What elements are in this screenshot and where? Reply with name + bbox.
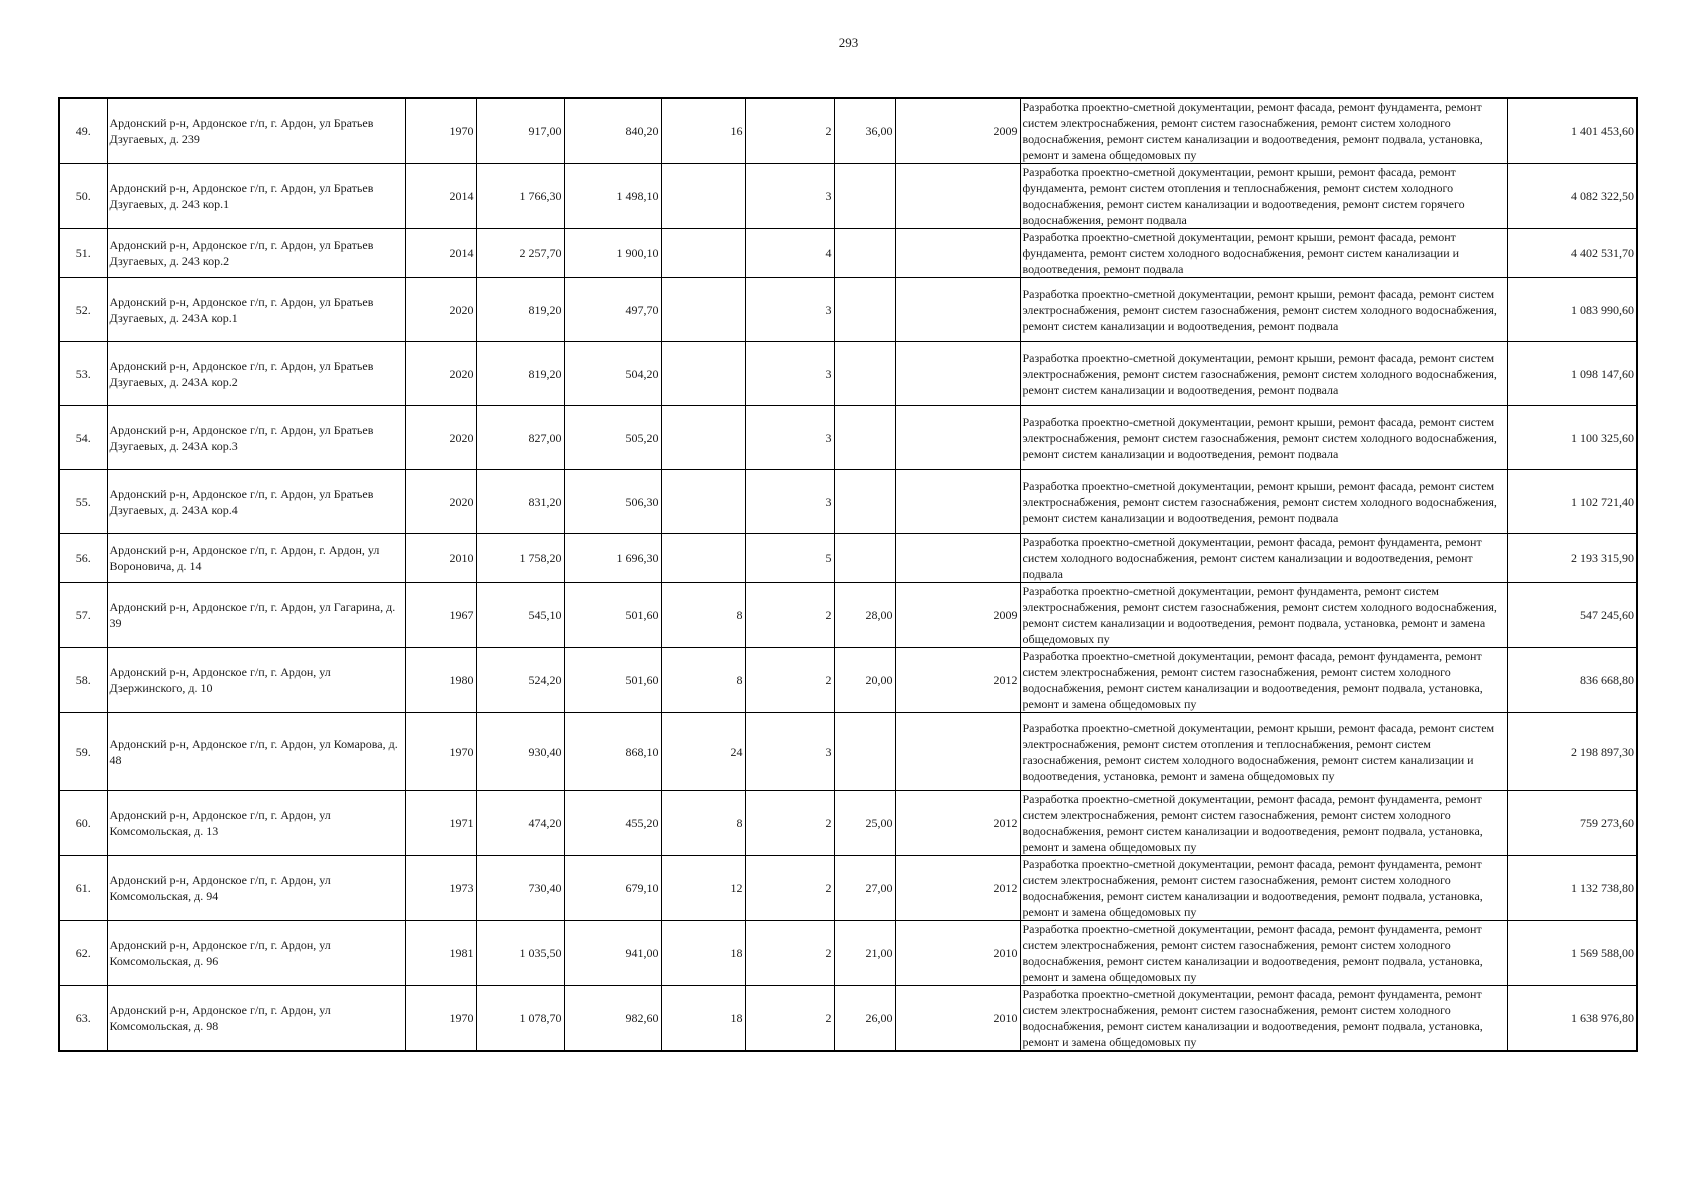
last-repair-year-cell: 2012 bbox=[895, 856, 1020, 921]
address-cell: Ардонский р-н, Ардонское г/п, г. Ардон, ул Братьев Дзугаевых, д. 243 кор.2 bbox=[107, 229, 405, 278]
last-repair-year-cell: 2012 bbox=[895, 791, 1020, 856]
table-row bbox=[59, 986, 1637, 1052]
floors-cell: 3 bbox=[745, 713, 834, 791]
address-cell: Ардонский р-н, Ардонское г/п, г. Ардон, ул Братьев Дзугаевых, д. 243 кор.1 bbox=[107, 164, 405, 229]
living-area-cell: 840,20 bbox=[564, 98, 661, 164]
row-number: 54. bbox=[59, 406, 107, 470]
wear-cell: 26,00 bbox=[834, 986, 895, 1052]
works-cell: Разработка проектно-сметной документации, ремонт крыши, ремонт фасада, ремонт систем электроснабжения, ремонт систем отопления и теплоснабжения, ремонт систем газоснабжения, ремонт систем холодного водоснабжения, ремонт систем канализации и водоотведения, установка, ремонт и замена общедомовых пу bbox=[1020, 713, 1507, 791]
row-number: 49. bbox=[59, 98, 107, 164]
residents-cell: 12 bbox=[661, 856, 745, 921]
last-repair-year-cell: 2010 bbox=[895, 921, 1020, 986]
last-repair-year-cell bbox=[895, 470, 1020, 534]
year-cell: 2014 bbox=[405, 164, 476, 229]
last-repair-year-cell bbox=[895, 342, 1020, 406]
row-number: 62. bbox=[59, 921, 107, 986]
address-cell: Ардонский р-н, Ардонское г/п, г. Ардон, г. Ардон, ул Вороновича, д. 14 bbox=[107, 534, 405, 583]
living-area-cell: 504,20 bbox=[564, 342, 661, 406]
residents-cell bbox=[661, 229, 745, 278]
residents-cell bbox=[661, 278, 745, 342]
residents-cell: 8 bbox=[661, 583, 745, 648]
residents-cell: 8 bbox=[661, 791, 745, 856]
row-number: 63. bbox=[59, 986, 107, 1052]
cost-cell: 1 569 588,00 bbox=[1507, 921, 1637, 986]
total-area-cell: 524,20 bbox=[476, 648, 564, 713]
works-cell: Разработка проектно-сметной документации, ремонт крыши, ремонт фасада, ремонт систем электроснабжения, ремонт систем газоснабжения, ремонт систем холодного водоснабжения, ремонт систем канализации и водоотведения, ремонт подвала bbox=[1020, 342, 1507, 406]
address-cell: Ардонский р-н, Ардонское г/п, г. Ардон, ул Братьев Дзугаевых, д. 243А кор.2 bbox=[107, 342, 405, 406]
cost-cell: 1 083 990,60 bbox=[1507, 278, 1637, 342]
living-area-cell: 455,20 bbox=[564, 791, 661, 856]
table-row bbox=[59, 278, 1637, 342]
living-area-cell: 1 498,10 bbox=[564, 164, 661, 229]
row-number: 58. bbox=[59, 648, 107, 713]
works-cell: Разработка проектно-сметной документации, ремонт фасада, ремонт фундамента, ремонт систем электроснабжения, ремонт систем газоснабжения, ремонт систем холодного водоснабжения, ремонт систем канализации и водоотведения, ремонт подвала, установка, ремонт и замена общедомовых пу bbox=[1020, 648, 1507, 713]
table-row bbox=[59, 856, 1637, 921]
address-cell: Ардонский р-н, Ардонское г/п, г. Ардон, ул Братьев Дзугаевых, д. 243А кор.3 bbox=[107, 406, 405, 470]
year-cell: 1970 bbox=[405, 713, 476, 791]
year-cell: 1980 bbox=[405, 648, 476, 713]
works-cell: Разработка проектно-сметной документации, ремонт фасада, ремонт фундамента, ремонт систем электроснабжения, ремонт систем газоснабжения, ремонт систем холодного водоснабжения, ремонт систем канализации и водоотведения, ремонт подвала, установка, ремонт и замена общедомовых пу bbox=[1020, 921, 1507, 986]
works-cell: Разработка проектно-сметной документации, ремонт крыши, ремонт фасада, ремонт фундамента, ремонт систем отопления и теплоснабжения, ремонт систем холодного водоснабжения, ремонт систем канализации и водоотведения, ремонт систем горячего водоснабжения, ремонт подвала bbox=[1020, 164, 1507, 229]
total-area-cell: 1 758,20 bbox=[476, 534, 564, 583]
address-cell: Ардонский р-н, Ардонское г/п, г. Ардон, ул Братьев Дзугаевых, д. 243А кор.4 bbox=[107, 470, 405, 534]
cost-cell: 4 082 322,50 bbox=[1507, 164, 1637, 229]
year-cell: 1971 bbox=[405, 791, 476, 856]
floors-cell: 2 bbox=[745, 791, 834, 856]
cost-cell: 1 638 976,80 bbox=[1507, 986, 1637, 1052]
wear-cell: 36,00 bbox=[834, 98, 895, 164]
table-row bbox=[59, 98, 1637, 164]
row-number: 61. bbox=[59, 856, 107, 921]
table-row bbox=[59, 791, 1637, 856]
year-cell: 2020 bbox=[405, 406, 476, 470]
address-cell: Ардонский р-н, Ардонское г/п, г. Ардон, ул Гагарина, д. 39 bbox=[107, 583, 405, 648]
row-number: 51. bbox=[59, 229, 107, 278]
address-cell: Ардонский р-н, Ардонское г/п, г. Ардон, ул Комсомольская, д. 96 bbox=[107, 921, 405, 986]
address-cell: Ардонский р-н, Ардонское г/п, г. Ардон, ул Братьев Дзугаевых, д. 239 bbox=[107, 98, 405, 164]
cost-cell: 759 273,60 bbox=[1507, 791, 1637, 856]
year-cell: 2020 bbox=[405, 342, 476, 406]
residents-cell: 24 bbox=[661, 713, 745, 791]
year-cell: 2020 bbox=[405, 470, 476, 534]
table-row bbox=[59, 648, 1637, 713]
cost-cell: 4 402 531,70 bbox=[1507, 229, 1637, 278]
year-cell: 1981 bbox=[405, 921, 476, 986]
table-row bbox=[59, 470, 1637, 534]
wear-cell: 21,00 bbox=[834, 921, 895, 986]
wear-cell bbox=[834, 164, 895, 229]
last-repair-year-cell: 2012 bbox=[895, 648, 1020, 713]
cost-cell: 1 132 738,80 bbox=[1507, 856, 1637, 921]
total-area-cell: 819,20 bbox=[476, 278, 564, 342]
living-area-cell: 505,20 bbox=[564, 406, 661, 470]
wear-cell bbox=[834, 470, 895, 534]
total-area-cell: 1 035,50 bbox=[476, 921, 564, 986]
total-area-cell: 2 257,70 bbox=[476, 229, 564, 278]
year-cell: 1973 bbox=[405, 856, 476, 921]
floors-cell: 3 bbox=[745, 342, 834, 406]
wear-cell bbox=[834, 229, 895, 278]
residents-cell bbox=[661, 470, 745, 534]
total-area-cell: 917,00 bbox=[476, 98, 564, 164]
last-repair-year-cell: 2009 bbox=[895, 98, 1020, 164]
floors-cell: 4 bbox=[745, 229, 834, 278]
floors-cell: 2 bbox=[745, 921, 834, 986]
address-cell: Ардонский р-н, Ардонское г/п, г. Ардон, ул Комсомольская, д. 98 bbox=[107, 986, 405, 1052]
wear-cell: 25,00 bbox=[834, 791, 895, 856]
wear-cell bbox=[834, 342, 895, 406]
cost-cell: 2 193 315,90 bbox=[1507, 534, 1637, 583]
wear-cell bbox=[834, 278, 895, 342]
page-number: 293 bbox=[838, 35, 859, 50]
row-number: 60. bbox=[59, 791, 107, 856]
table-row bbox=[59, 406, 1637, 470]
year-cell: 1967 bbox=[405, 583, 476, 648]
address-cell: Ардонский р-н, Ардонское г/п, г. Ардон, ул Дзержинского, д. 10 bbox=[107, 648, 405, 713]
total-area-cell: 1 078,70 bbox=[476, 986, 564, 1052]
works-cell: Разработка проектно-сметной документации, ремонт крыши, ремонт фасада, ремонт систем электроснабжения, ремонт систем газоснабжения, ремонт систем холодного водоснабжения, ремонт систем канализации и водоотведения, ремонт подвала bbox=[1020, 406, 1507, 470]
total-area-cell: 930,40 bbox=[476, 713, 564, 791]
residents-cell: 8 bbox=[661, 648, 745, 713]
works-cell: Разработка проектно-сметной документации, ремонт крыши, ремонт фасада, ремонт систем электроснабжения, ремонт систем газоснабжения, ремонт систем холодного водоснабжения, ремонт систем канализации и водоотведения, ремонт подвала bbox=[1020, 470, 1507, 534]
works-cell: Разработка проектно-сметной документации, ремонт фасада, ремонт фундамента, ремонт систем холодного водоснабжения, ремонт систем канализации и водоотведения, ремонт подвала bbox=[1020, 534, 1507, 583]
cost-cell: 547 245,60 bbox=[1507, 583, 1637, 648]
year-cell: 1970 bbox=[405, 986, 476, 1052]
table-row bbox=[59, 229, 1637, 278]
floors-cell: 2 bbox=[745, 986, 834, 1052]
wear-cell bbox=[834, 713, 895, 791]
row-number: 59. bbox=[59, 713, 107, 791]
living-area-cell: 868,10 bbox=[564, 713, 661, 791]
works-cell: Разработка проектно-сметной документации, ремонт крыши, ремонт фасада, ремонт систем электроснабжения, ремонт систем газоснабжения, ремонт систем холодного водоснабжения, ремонт систем канализации и водоотведения, ремонт подвала bbox=[1020, 278, 1507, 342]
row-number: 50. bbox=[59, 164, 107, 229]
year-cell: 2020 bbox=[405, 278, 476, 342]
total-area-cell: 474,20 bbox=[476, 791, 564, 856]
floors-cell: 3 bbox=[745, 278, 834, 342]
residents-cell bbox=[661, 534, 745, 583]
works-cell: Разработка проектно-сметной документации, ремонт фундамента, ремонт систем электроснабжения, ремонт систем газоснабжения, ремонт систем холодного водоснабжения, ремонт систем канализации и водоотведения, ремонт подвала, установка, ремонт и замена общедомовых пу bbox=[1020, 583, 1507, 648]
wear-cell: 27,00 bbox=[834, 856, 895, 921]
address-cell: Ардонский р-н, Ардонское г/п, г. Ардон, ул Комсомольская, д. 13 bbox=[107, 791, 405, 856]
floors-cell: 3 bbox=[745, 164, 834, 229]
total-area-cell: 827,00 bbox=[476, 406, 564, 470]
address-cell: Ардонский р-н, Ардонское г/п, г. Ардон, ул Братьев Дзугаевых, д. 243А кор.1 bbox=[107, 278, 405, 342]
wear-cell bbox=[834, 534, 895, 583]
table-row bbox=[59, 713, 1637, 791]
floors-cell: 2 bbox=[745, 648, 834, 713]
row-number: 56. bbox=[59, 534, 107, 583]
living-area-cell: 1 900,10 bbox=[564, 229, 661, 278]
last-repair-year-cell bbox=[895, 534, 1020, 583]
works-cell: Разработка проектно-сметной документации, ремонт фасада, ремонт фундамента, ремонт систем электроснабжения, ремонт систем газоснабжения, ремонт систем холодного водоснабжения, ремонт систем канализации и водоотведения, ремонт подвала, установка, ремонт и замена общедомовых пу bbox=[1020, 791, 1507, 856]
last-repair-year-cell bbox=[895, 406, 1020, 470]
cost-cell: 836 668,80 bbox=[1507, 648, 1637, 713]
residents-cell: 16 bbox=[661, 98, 745, 164]
works-cell: Разработка проектно-сметной документации, ремонт крыши, ремонт фасада, ремонт фундамента, ремонт систем холодного водоснабжения, ремонт систем канализации и водоотведения, ремонт подвала bbox=[1020, 229, 1507, 278]
row-number: 53. bbox=[59, 342, 107, 406]
address-cell: Ардонский р-н, Ардонское г/п, г. Ардон, ул Комарова, д. 48 bbox=[107, 713, 405, 791]
year-cell: 2014 bbox=[405, 229, 476, 278]
floors-cell: 3 bbox=[745, 406, 834, 470]
residents-cell bbox=[661, 406, 745, 470]
floors-cell: 5 bbox=[745, 534, 834, 583]
table-row bbox=[59, 164, 1637, 229]
cost-cell: 1 401 453,60 bbox=[1507, 98, 1637, 164]
wear-cell: 20,00 bbox=[834, 648, 895, 713]
living-area-cell: 501,60 bbox=[564, 648, 661, 713]
floors-cell: 2 bbox=[745, 583, 834, 648]
year-cell: 1970 bbox=[405, 98, 476, 164]
row-number: 52. bbox=[59, 278, 107, 342]
living-area-cell: 501,60 bbox=[564, 583, 661, 648]
table-row bbox=[59, 921, 1637, 986]
living-area-cell: 506,30 bbox=[564, 470, 661, 534]
last-repair-year-cell bbox=[895, 164, 1020, 229]
wear-cell: 28,00 bbox=[834, 583, 895, 648]
total-area-cell: 831,20 bbox=[476, 470, 564, 534]
living-area-cell: 497,70 bbox=[564, 278, 661, 342]
table-body bbox=[59, 98, 1637, 1051]
works-cell: Разработка проектно-сметной документации, ремонт фасада, ремонт фундамента, ремонт систем электроснабжения, ремонт систем газоснабжения, ремонт систем холодного водоснабжения, ремонт систем канализации и водоотведения, ремонт подвала, установка, ремонт и замена общедомовых пу bbox=[1020, 986, 1507, 1052]
living-area-cell: 1 696,30 bbox=[564, 534, 661, 583]
last-repair-year-cell bbox=[895, 278, 1020, 342]
total-area-cell: 819,20 bbox=[476, 342, 564, 406]
residents-cell: 18 bbox=[661, 921, 745, 986]
total-area-cell: 545,10 bbox=[476, 583, 564, 648]
row-number: 55. bbox=[59, 470, 107, 534]
living-area-cell: 941,00 bbox=[564, 921, 661, 986]
cost-cell: 1 098 147,60 bbox=[1507, 342, 1637, 406]
cost-cell: 2 198 897,30 bbox=[1507, 713, 1637, 791]
wear-cell bbox=[834, 406, 895, 470]
living-area-cell: 982,60 bbox=[564, 986, 661, 1052]
floors-cell: 2 bbox=[745, 98, 834, 164]
cost-cell: 1 102 721,40 bbox=[1507, 470, 1637, 534]
floors-cell: 3 bbox=[745, 470, 834, 534]
floors-cell: 2 bbox=[745, 856, 834, 921]
total-area-cell: 1 766,30 bbox=[476, 164, 564, 229]
address-cell: Ардонский р-н, Ардонское г/п, г. Ардон, ул Комсомольская, д. 94 bbox=[107, 856, 405, 921]
works-cell: Разработка проектно-сметной документации, ремонт фасада, ремонт фундамента, ремонт систем электроснабжения, ремонт систем газоснабжения, ремонт систем холодного водоснабжения, ремонт систем канализации и водоотведения, ремонт подвала, установка, ремонт и замена общедомовых пу bbox=[1020, 856, 1507, 921]
residents-cell: 18 bbox=[661, 986, 745, 1052]
table-row bbox=[59, 342, 1637, 406]
last-repair-year-cell: 2010 bbox=[895, 986, 1020, 1052]
table-row bbox=[59, 534, 1637, 583]
total-area-cell: 730,40 bbox=[476, 856, 564, 921]
residents-cell bbox=[661, 164, 745, 229]
housing-registry-table bbox=[58, 97, 1638, 1052]
year-cell: 2010 bbox=[405, 534, 476, 583]
works-cell: Разработка проектно-сметной документации, ремонт фасада, ремонт фундамента, ремонт систем электроснабжения, ремонт систем газоснабжения, ремонт систем холодного водоснабжения, ремонт систем канализации и водоотведения, ремонт подвала, установка, ремонт и замена общедомовых пу bbox=[1020, 98, 1507, 164]
residents-cell bbox=[661, 342, 745, 406]
cost-cell: 1 100 325,60 bbox=[1507, 406, 1637, 470]
table-row bbox=[59, 583, 1637, 648]
row-number: 57. bbox=[59, 583, 107, 648]
last-repair-year-cell: 2009 bbox=[895, 583, 1020, 648]
last-repair-year-cell bbox=[895, 229, 1020, 278]
living-area-cell: 679,10 bbox=[564, 856, 661, 921]
last-repair-year-cell bbox=[895, 713, 1020, 791]
